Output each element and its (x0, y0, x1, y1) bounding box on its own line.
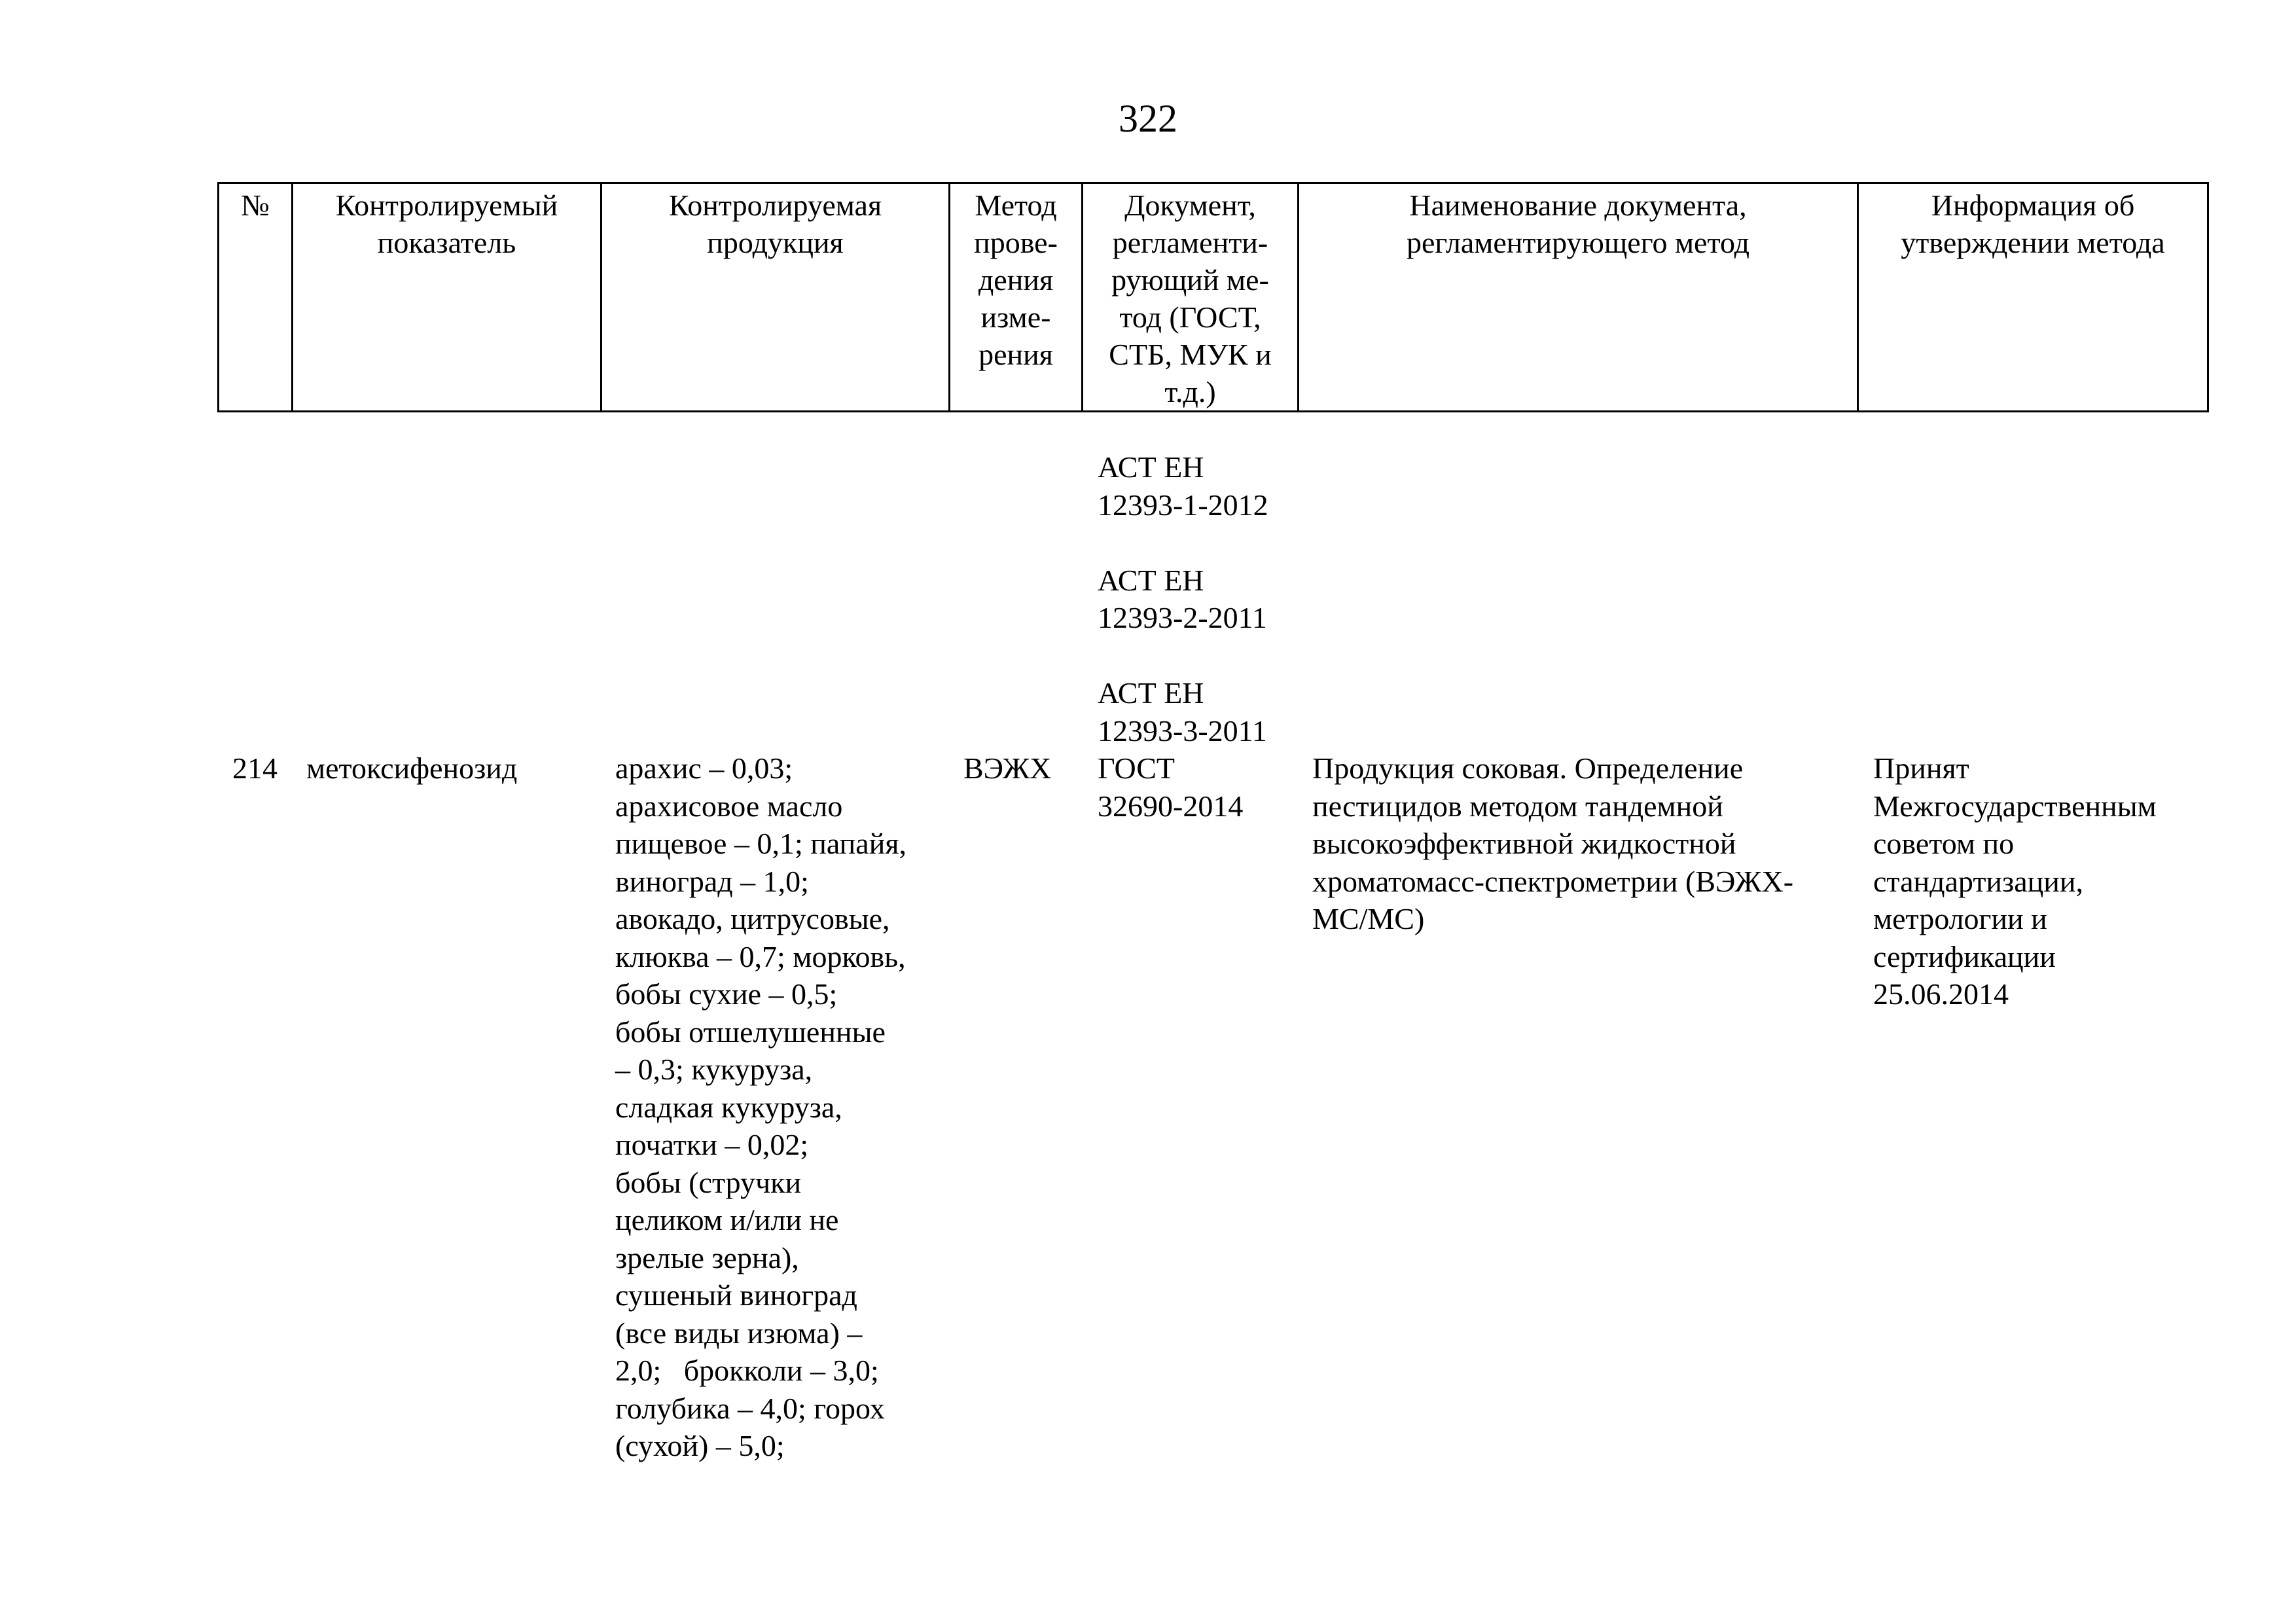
row-number: 214 (232, 751, 278, 785)
header-document: Документ, регламенти- рующий ме- тод (ГОСТ, СТБ, МУК и т.д.) (1083, 183, 1299, 412)
header-approval: Информация об утверждении метода (1858, 183, 2208, 412)
document-code: ГОСТ (1098, 751, 1175, 785)
product-line: – 0,3; кукуруза, (615, 1053, 813, 1086)
header-indicator: Контролируемый показатель (293, 183, 601, 412)
document-code: АСТ ЕН (1098, 450, 1204, 484)
header-method: Метод прове- дения изме- рения (950, 183, 1083, 412)
product-line: бобы (стручки (615, 1165, 802, 1199)
row-document-name: Продукция соковая. Определение пестицидов методом тандемной высокоэффективной жидкостной хроматомасс-спектрометрии (ВЭЖХ- МС/МС) (1312, 751, 1794, 935)
product-line: пищевое – 0,1; папайя, (615, 827, 906, 860)
product-line: целиком и/или не (615, 1203, 839, 1236)
document-code: 12393-1-2012 (1098, 488, 1268, 522)
header-num: № (219, 183, 293, 412)
row-approval-info: Принят Межгосударственным советом по стандартизации, метрологии и сертификации 25.06.2014 (1873, 751, 2157, 1011)
product-line: зрелые зерна), (615, 1240, 799, 1274)
product-line: сладкая кукуруза, (615, 1090, 842, 1124)
table-header (217, 182, 2209, 412)
row-method: ВЭЖХ (963, 751, 1052, 785)
document-code: 32690-2014 (1098, 789, 1244, 823)
product-line: бобы отшелушенные (615, 1015, 886, 1049)
product-line: сушеный виноград (615, 1278, 857, 1312)
product-line: голубика – 4,0; горох (615, 1391, 885, 1425)
product-line: бобы сухие – 0,5; (615, 977, 838, 1011)
document-code: АСТ ЕН (1098, 676, 1204, 710)
product-line: виноград – 1,0; (615, 864, 809, 898)
row-indicator: метоксифенозид (306, 751, 518, 785)
product-line: (сухой) – 5,0; (615, 1429, 785, 1462)
header-doc-name: Наименование документа, регламентирующего метод (1299, 183, 1858, 412)
header-product: Контролируемая продукция (601, 183, 950, 412)
document-code: АСТ ЕН (1098, 563, 1204, 597)
product-line: арахис – 0,03; (615, 751, 793, 785)
product-line: арахисовое масло (615, 789, 843, 823)
product-line: клюква – 0,7; морковь, (615, 939, 906, 973)
product-line: 2,0; брокколи – 3,0; (615, 1354, 879, 1387)
product-line: авокадо, цитрусовые, (615, 902, 890, 935)
page-number: 322 (1119, 97, 1177, 140)
document-code: 12393-2-2011 (1098, 601, 1267, 634)
product-line: (все виды изюма) – (615, 1316, 863, 1350)
product-line: початки – 0,02; (615, 1128, 809, 1161)
document-code: 12393-3-2011 (1098, 713, 1267, 748)
row-documents (1098, 448, 1268, 825)
row-products (615, 749, 906, 1465)
